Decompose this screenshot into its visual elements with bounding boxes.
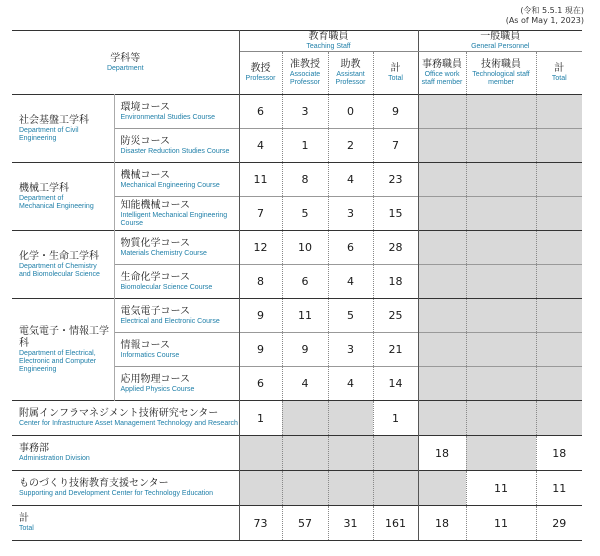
course-cell bbox=[114, 129, 239, 163]
table-row bbox=[12, 299, 582, 333]
value-cell bbox=[466, 231, 536, 265]
department-name-en: Department of Electrical, bbox=[19, 349, 96, 357]
value-cell bbox=[466, 163, 536, 197]
value-cell: 3 bbox=[282, 95, 328, 129]
assistant-en2: Professor bbox=[335, 79, 366, 86]
total-value-cell: 73 bbox=[239, 506, 282, 541]
value-cell: 0 bbox=[328, 95, 373, 129]
value-cell bbox=[328, 401, 373, 436]
table-row bbox=[12, 163, 582, 197]
value-cell bbox=[466, 95, 536, 129]
value-cell bbox=[418, 471, 466, 506]
as-of-date-ja: (令和 5.5.1 現在) bbox=[520, 6, 584, 15]
total-value-cell: 18 bbox=[418, 506, 466, 541]
course-name-en: Applied Physics Course bbox=[120, 385, 195, 393]
value-cell: 3 bbox=[328, 333, 373, 367]
course-name-en: Mechanical Engineering Course bbox=[120, 181, 220, 189]
table-row bbox=[12, 231, 582, 265]
value-cell bbox=[466, 129, 536, 163]
course-name-en: Disaster Reduction Studies Course bbox=[120, 147, 230, 155]
value-cell bbox=[466, 367, 536, 401]
course-cell bbox=[114, 231, 239, 265]
value-cell bbox=[328, 471, 373, 506]
general-personnel-ja: 一般職員 bbox=[480, 31, 521, 42]
value-cell bbox=[282, 401, 328, 436]
teaching-total-en: Total bbox=[388, 75, 403, 82]
value-cell: 9 bbox=[282, 333, 328, 367]
value-cell bbox=[239, 436, 282, 471]
value-cell bbox=[536, 231, 582, 265]
value-cell: 5 bbox=[328, 299, 373, 333]
value-cell bbox=[466, 401, 536, 436]
course-cell bbox=[114, 333, 239, 367]
value-cell: 18 bbox=[536, 436, 582, 471]
value-cell: 11 bbox=[466, 471, 536, 506]
value-cell bbox=[418, 95, 466, 129]
course-name-en: Informatics Course bbox=[120, 351, 180, 359]
associate-ja: 准教授 bbox=[290, 59, 321, 70]
department-header-ja: 学科等 bbox=[110, 52, 141, 64]
course-name-en: Environmental Studies Course bbox=[120, 113, 216, 121]
office-en2: staff member bbox=[421, 79, 463, 86]
value-cell bbox=[466, 436, 536, 471]
unit-cell bbox=[12, 436, 239, 471]
value-cell: 4 bbox=[328, 367, 373, 401]
total-row bbox=[12, 506, 582, 541]
course-cell bbox=[114, 197, 239, 231]
value-cell bbox=[536, 333, 582, 367]
associate-en2: Professor bbox=[290, 79, 320, 86]
value-cell bbox=[466, 333, 536, 367]
value-cell bbox=[418, 367, 466, 401]
value-cell bbox=[536, 197, 582, 231]
value-cell: 10 bbox=[282, 231, 328, 265]
value-cell: 1 bbox=[373, 401, 418, 436]
teaching-staff-header bbox=[239, 31, 418, 52]
tech-en1: Technological staff bbox=[472, 71, 530, 78]
department-cell bbox=[12, 299, 114, 401]
value-cell bbox=[536, 163, 582, 197]
department-name-ja: 機械工学科 bbox=[19, 182, 69, 194]
value-cell: 7 bbox=[373, 129, 418, 163]
table-row bbox=[12, 95, 582, 129]
value-cell: 8 bbox=[239, 265, 282, 299]
department-name-en: Engineering bbox=[19, 365, 57, 373]
unit-name-en: Supporting and Development Center for Technology Education bbox=[19, 490, 214, 497]
value-cell: 6 bbox=[239, 95, 282, 129]
value-cell bbox=[418, 129, 466, 163]
unit-name-en: Center for Infrastructure Asset Management Technology and Research bbox=[19, 420, 238, 427]
office-ja: 事務職員 bbox=[422, 59, 463, 70]
department-cell bbox=[12, 95, 114, 163]
value-cell bbox=[373, 436, 418, 471]
value-cell: 28 bbox=[373, 231, 418, 265]
course-name-ja: 情報コース bbox=[120, 339, 170, 351]
unit-cell bbox=[12, 471, 239, 506]
total-value-cell: 161 bbox=[373, 506, 418, 541]
department-name-en: Department of Chemistry bbox=[19, 262, 97, 270]
table-row bbox=[12, 436, 582, 471]
department-name-en: and Biomolecular Science bbox=[19, 270, 100, 278]
value-cell bbox=[466, 299, 536, 333]
value-cell: 11 bbox=[536, 471, 582, 506]
value-cell bbox=[418, 197, 466, 231]
general-personnel-header bbox=[418, 31, 582, 52]
department-cell bbox=[12, 231, 114, 299]
value-cell: 4 bbox=[239, 129, 282, 163]
value-cell: 4 bbox=[328, 265, 373, 299]
value-cell: 6 bbox=[282, 265, 328, 299]
assistant-professor-header bbox=[328, 52, 373, 95]
tech-ja: 技術職員 bbox=[481, 59, 522, 70]
staff-table bbox=[12, 30, 582, 541]
value-cell: 18 bbox=[373, 265, 418, 299]
professor-header bbox=[239, 52, 282, 95]
as-of-date-en: (As of May 1, 2023) bbox=[505, 16, 584, 25]
assistant-ja: 助教 bbox=[340, 59, 361, 70]
value-cell bbox=[536, 95, 582, 129]
teaching-staff-en: Teaching Staff bbox=[306, 43, 351, 50]
unit-name-ja: ものづくり技術教育支援センター bbox=[19, 478, 169, 489]
value-cell: 3 bbox=[328, 197, 373, 231]
value-cell bbox=[536, 367, 582, 401]
general-personnel-en: General Personnel bbox=[471, 43, 530, 50]
value-cell bbox=[536, 129, 582, 163]
value-cell: 23 bbox=[373, 163, 418, 197]
table-row bbox=[12, 401, 582, 436]
as-of-date bbox=[506, 6, 584, 26]
course-cell bbox=[114, 299, 239, 333]
department-name-en: Department of Civil bbox=[19, 126, 79, 134]
value-cell bbox=[418, 265, 466, 299]
assistant-en1: Assistant bbox=[336, 71, 365, 78]
department-name-en: Electronic and Computer bbox=[19, 357, 97, 365]
value-cell: 12 bbox=[239, 231, 282, 265]
value-cell bbox=[418, 163, 466, 197]
general-total-header bbox=[536, 52, 582, 95]
value-cell bbox=[239, 471, 282, 506]
value-cell bbox=[536, 265, 582, 299]
value-cell: 6 bbox=[239, 367, 282, 401]
value-cell: 9 bbox=[373, 95, 418, 129]
total-label-ja: 計 bbox=[19, 513, 29, 524]
department-name-ja: 社会基盤工学科 bbox=[19, 114, 89, 126]
department-header-en: Department bbox=[106, 64, 144, 72]
teaching-total-ja: 計 bbox=[390, 63, 401, 74]
value-cell bbox=[418, 401, 466, 436]
course-name-ja: 環境コース bbox=[120, 101, 170, 113]
professor-ja: 教授 bbox=[250, 63, 271, 74]
value-cell: 15 bbox=[373, 197, 418, 231]
department-name-ja: 化学・生命工学科 bbox=[19, 250, 99, 262]
unit-name-en: Administration Division bbox=[19, 455, 90, 462]
department-name-ja: 電気電子・情報工学科 bbox=[19, 325, 109, 349]
value-cell: 25 bbox=[373, 299, 418, 333]
unit-name-ja: 事務部 bbox=[19, 443, 49, 454]
value-cell bbox=[536, 299, 582, 333]
value-cell bbox=[282, 436, 328, 471]
course-name-ja: 生命化学コース bbox=[120, 271, 190, 283]
table-row bbox=[12, 471, 582, 506]
value-cell bbox=[418, 231, 466, 265]
total-value-cell: 29 bbox=[536, 506, 582, 541]
course-name-ja: 物質化学コース bbox=[120, 237, 190, 249]
value-cell: 21 bbox=[373, 333, 418, 367]
tech-en2: member bbox=[488, 79, 514, 86]
value-cell bbox=[282, 471, 328, 506]
general-total-en: Total bbox=[551, 75, 567, 82]
department-name-en: Mechanical Engineering bbox=[19, 202, 94, 210]
value-cell: 11 bbox=[239, 163, 282, 197]
course-name-ja: 機械コース bbox=[120, 169, 170, 181]
total-value-cell: 31 bbox=[328, 506, 373, 541]
department-name-en: Department of bbox=[19, 194, 64, 202]
office-en1: Office work bbox=[424, 71, 460, 78]
tech-staff-header bbox=[466, 52, 536, 95]
unit-name-ja: 附属インフラマネジメント技術研究センター bbox=[19, 408, 219, 419]
office-staff-header bbox=[418, 52, 466, 95]
course-name-en: Materials Chemistry Course bbox=[120, 249, 207, 257]
value-cell: 9 bbox=[239, 333, 282, 367]
course-name-en: Intelligent Mechanical Engineering Course bbox=[120, 211, 228, 227]
value-cell: 6 bbox=[328, 231, 373, 265]
value-cell bbox=[418, 333, 466, 367]
department-name-en: Engineering bbox=[19, 134, 57, 142]
total-value-cell: 57 bbox=[282, 506, 328, 541]
value-cell: 18 bbox=[418, 436, 466, 471]
value-cell: 11 bbox=[282, 299, 328, 333]
teaching-total-header bbox=[373, 52, 418, 95]
professor-en: Professor bbox=[245, 75, 276, 82]
course-name-ja: 防災コース bbox=[120, 135, 170, 147]
course-name-ja: 知能機械コース bbox=[120, 199, 190, 211]
course-name-ja: 応用物理コース bbox=[120, 373, 190, 385]
value-cell bbox=[466, 197, 536, 231]
value-cell bbox=[373, 471, 418, 506]
department-cell bbox=[12, 163, 114, 231]
course-name-en: Electrical and Electronic Course bbox=[120, 317, 220, 325]
value-cell bbox=[536, 401, 582, 436]
course-cell bbox=[114, 265, 239, 299]
value-cell: 2 bbox=[328, 129, 373, 163]
value-cell bbox=[418, 299, 466, 333]
associate-professor-header bbox=[282, 52, 328, 95]
total-label-cell bbox=[12, 506, 239, 541]
value-cell: 9 bbox=[239, 299, 282, 333]
associate-en1: Associate bbox=[289, 71, 321, 78]
course-cell bbox=[114, 163, 239, 197]
value-cell: 14 bbox=[373, 367, 418, 401]
value-cell: 4 bbox=[282, 367, 328, 401]
total-value-cell: 11 bbox=[466, 506, 536, 541]
value-cell: 1 bbox=[282, 129, 328, 163]
table-body bbox=[12, 95, 582, 541]
value-cell: 8 bbox=[282, 163, 328, 197]
teaching-staff-ja: 教育職員 bbox=[308, 31, 349, 42]
value-cell bbox=[466, 265, 536, 299]
value-cell: 5 bbox=[282, 197, 328, 231]
total-label-en: Total bbox=[19, 525, 34, 532]
value-cell bbox=[328, 436, 373, 471]
general-total-ja: 計 bbox=[554, 63, 565, 74]
course-name-ja: 電気電子コース bbox=[120, 305, 190, 317]
unit-cell bbox=[12, 401, 239, 436]
course-cell bbox=[114, 95, 239, 129]
department-header bbox=[12, 31, 239, 95]
course-name-en: Biomolecular Science Course bbox=[120, 283, 213, 291]
value-cell: 1 bbox=[239, 401, 282, 436]
value-cell: 7 bbox=[239, 197, 282, 231]
value-cell: 4 bbox=[328, 163, 373, 197]
course-cell bbox=[114, 367, 239, 401]
